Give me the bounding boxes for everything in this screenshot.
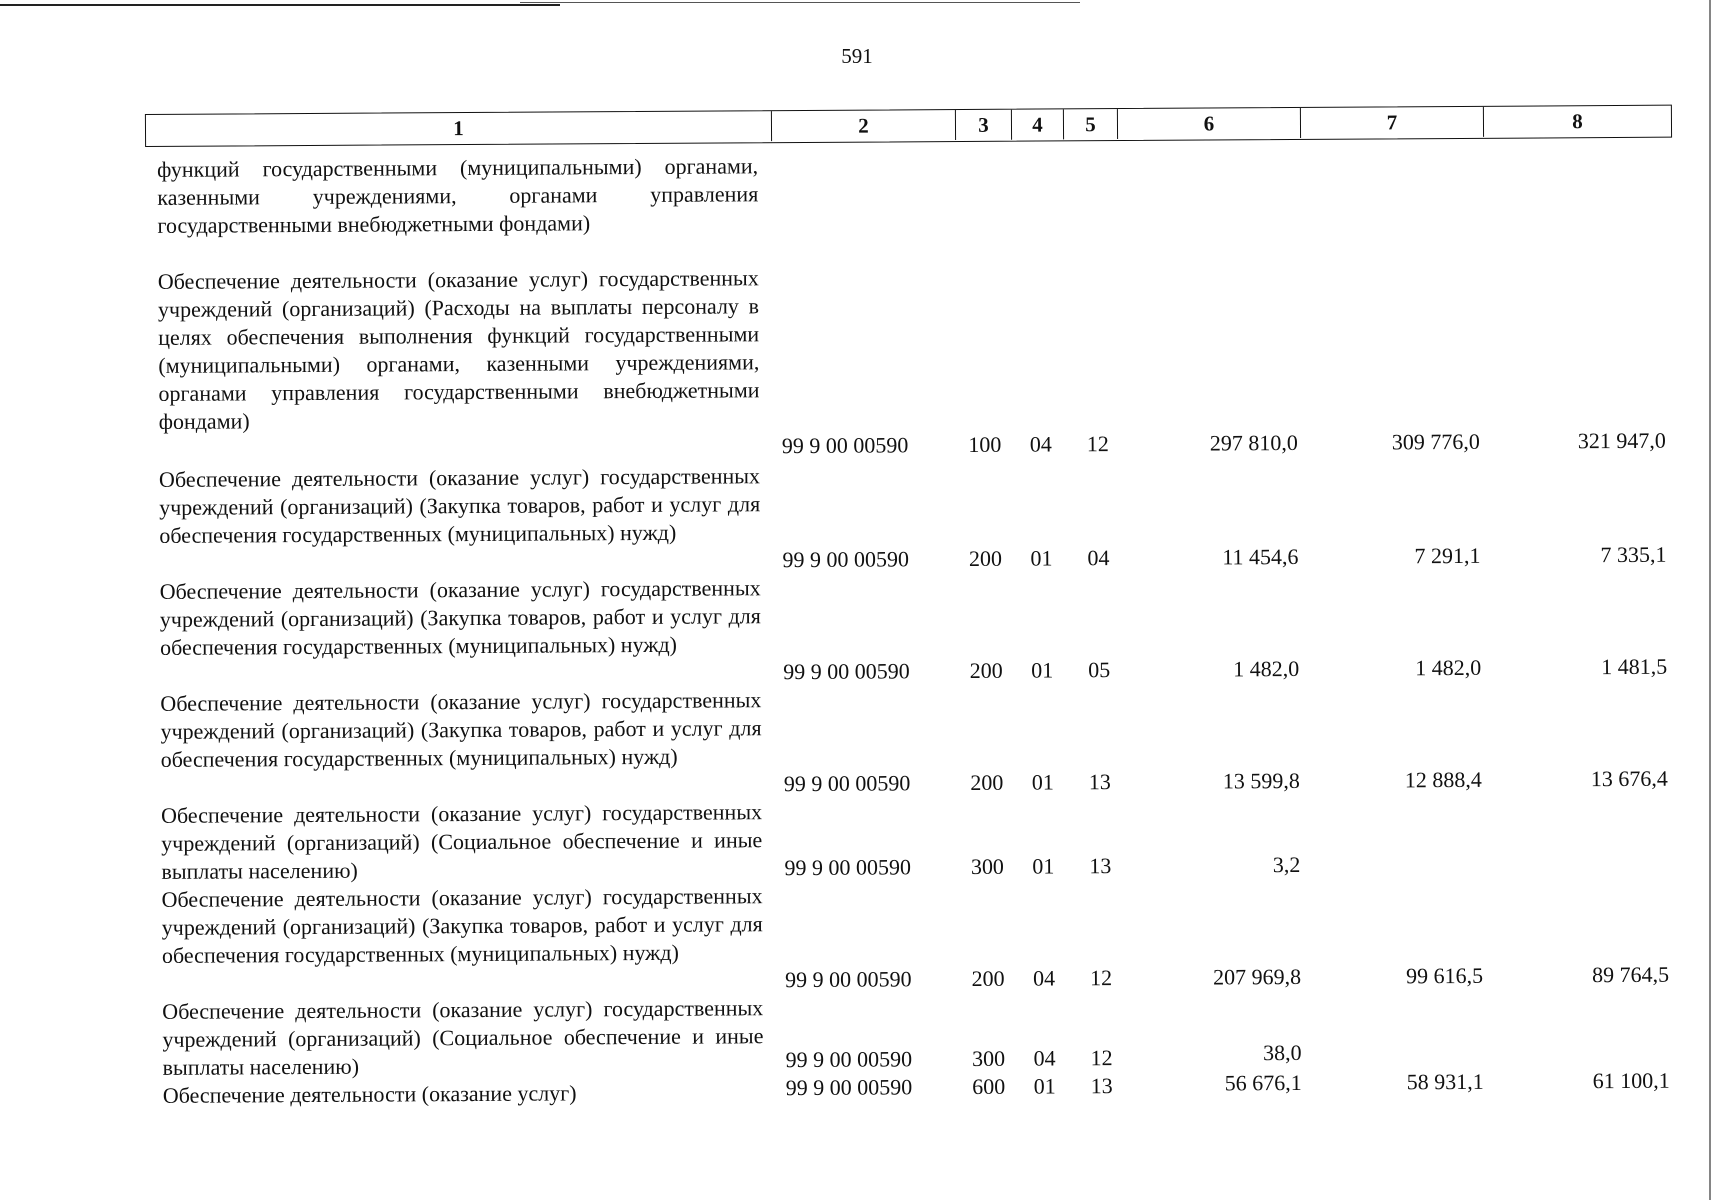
column-header-5: 5 [1063,109,1117,139]
row-expense-type: 200 [970,769,1004,795]
row-subsection: 04 [1087,545,1110,571]
row-subsection: 12 [1090,1045,1113,1071]
row-expense-type: 300 [970,853,1004,879]
row-target-code: 99 9 00 00590 [784,854,911,881]
row-expense-type: 200 [968,545,1003,571]
row-target-code: 99 9 00 00590 [783,658,910,685]
row-description: Обеспечение деятельности (оказание услуг) государственных учреждений (организаций) (Социальное обеспечение и иные выплаты населению) [160,799,763,884]
row-target-code: 99 9 00 00590 [785,1074,913,1101]
column-header-7: 7 [1300,107,1483,138]
row-amount-col8: 1 481,5 [1601,653,1668,680]
row-subsection: 13 [1089,853,1112,879]
row-amount-col8: 7 335,1 [1600,541,1667,568]
row-target-code: 99 9 00 00590 [785,966,912,993]
row-amount-col7: 58 931,1 [1406,1068,1484,1095]
row-subsection: 13 [1090,1073,1113,1099]
row-expense-type: 200 [971,965,1005,991]
row-subsection: 05 [1088,657,1111,683]
row-description: Обеспечение деятельности (оказание услуг) государственных учреждений (организаций) (Социальное обеспечение и иные выплаты населению) [162,995,764,1080]
column-header-8: 8 [1483,106,1671,137]
row-amount-col6: 13 599,8 [1222,767,1300,794]
row-amount-col8 [1484,849,1668,850]
row-amount-col8: 321 947,0 [1577,427,1666,454]
row-amount-col6: 1 482,0 [1233,655,1300,682]
row-section: 04 [1029,431,1052,457]
row-expense-type: 100 [968,431,1002,457]
row-amount-col7: 7 291,1 [1414,542,1481,569]
row-target-code: 99 9 00 00590 [781,432,909,459]
row-subsection: 12 [1089,965,1113,991]
row-target-code: 99 9 00 00590 [782,546,910,573]
row-amount-col7: 1 482,0 [1415,654,1482,681]
row-expense-type: 300 [971,1045,1006,1071]
row-amount-col6: 297 810,0 [1209,429,1298,456]
table-row [0,146,1714,238]
row-description: Обеспечение деятельности (оказание услуг) государственных учреждений (организаций) (Закупка товаров, работ и услуг для обеспечения государственных (муниципальных) нужд) [159,575,761,660]
row-amount-col6: 3,2 [1272,851,1301,878]
row-amount-col7: 309 776,0 [1391,428,1480,455]
column-header-6: 6 [1117,108,1300,139]
row-description: Обеспечение деятельности (оказание услуг) [162,1080,577,1108]
row-section: 04 [1033,1045,1056,1071]
row-section: 01 [1033,1073,1056,1099]
row-amount-col8: 13 676,4 [1590,765,1668,792]
row-amount-col8: 61 100,1 [1592,1067,1670,1094]
row-amount-col6: 38,0 [1262,1039,1302,1066]
row-amount-col7: 12 888,4 [1404,766,1482,793]
row-target-code: 99 9 00 00590 [783,770,911,797]
row-expense-type: 200 [969,657,1003,683]
page-number: 591 [841,44,873,68]
row-description: Обеспечение деятельности (оказание услуг) государственных учреждений (организаций) (Расходы на выплаты персоналу в целях обеспечения выполнения функций государственными (муниципальными) органами, казенными учреждениями, органами управления государственными внебюджетными фондами) [157,265,760,434]
row-section: 01 [1030,545,1053,571]
column-header-3: 3 [955,110,1011,140]
table-row [1,258,1714,459]
column-header-1: 1 [453,116,464,141]
row-expense-type: 600 [972,1073,1006,1099]
row-description: Обеспечение деятельности (оказание услуг) государственных учреждений (организаций) (Закупка товаров, работ и услуг для обеспечения государственных (муниципальных) нужд) [160,687,762,772]
row-amount-col7 [1304,850,1482,851]
row-amount-col6: 11 454,6 [1222,543,1299,570]
row-section: 01 [1032,853,1055,879]
row-section: 01 [1031,657,1054,683]
row-section: 01 [1031,769,1054,795]
row-amount-col8: 89 764,5 [1591,961,1670,988]
row-amount-col7: 99 616,5 [1405,962,1484,989]
row-amount-col6: 56 676,1 [1224,1069,1302,1096]
row-subsection: 12 [1086,431,1109,457]
row-amount-col7 [1305,1038,1483,1039]
row-description: Обеспечение деятельности (оказание услуг) государственных учреждений (организаций) (Закупка товаров, работ и услуг для обеспечения государственных (муниципальных) нужд) [161,883,763,968]
row-target-code: 99 9 00 00590 [785,1046,913,1073]
row-description: функций государственными (муниципальными) органами, казенными учреждениями, органами управления государственными внебюджетными фондами) [157,153,759,238]
row-amount-col8 [1485,1037,1669,1038]
row-amount-col6: 207 969,8 [1212,963,1302,990]
row-section: 04 [1032,965,1056,991]
column-header-4: 4 [1011,109,1063,139]
row-subsection: 13 [1088,769,1111,795]
row-description: Обеспечение деятельности (оказание услуг) государственных учреждений (организаций) (Закупка товаров, работ и услуг для обеспечения государственных (муниципальных) нужд) [158,463,761,548]
column-header-2: 2 [771,110,955,141]
